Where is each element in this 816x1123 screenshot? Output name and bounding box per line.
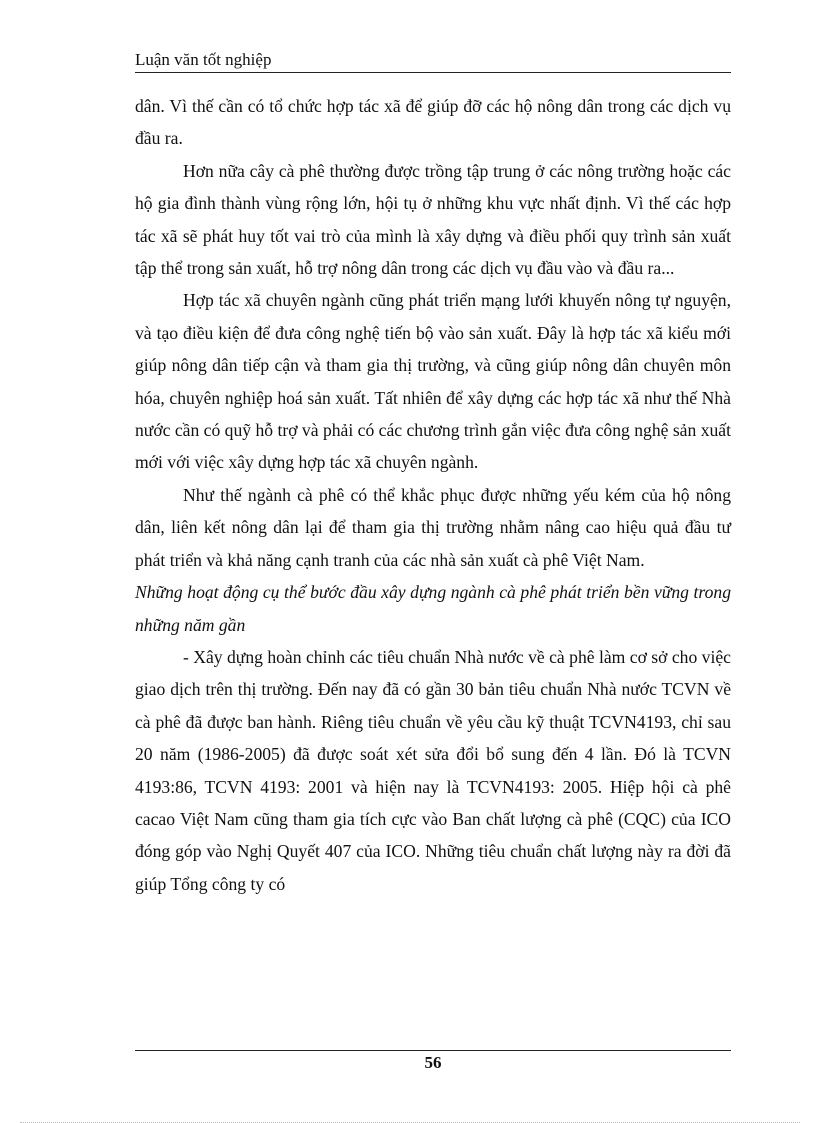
footer-divider <box>135 1050 731 1051</box>
page-number: 56 <box>424 1053 442 1072</box>
page-header: Luận văn tốt nghiệp <box>135 50 272 69</box>
paragraph-continuation: dân. Vì thế cần có tổ chức hợp tác xã để giúp đỡ các hộ nông dân trong các dịch vụ đầu ra. <box>135 96 731 149</box>
section-heading: Những hoạt động cụ thể bước đầu xây dựng ngành cà phê phát triển bền vững trong những năm gần <box>135 582 731 635</box>
document-body <box>135 90 731 900</box>
paragraph-specialized-cooperatives: Hợp tác xã chuyên ngành cũng phát triển mạng lưới khuyến nông tự nguyện, và tạo điều kiện để đưa công nghệ tiến bộ vào sản xuất. Đây là hợp tác xã kiểu mới giúp nông dân tiếp cận và tham gia thị trường, và cũng giúp nông dân chuyên môn hóa, chuyên nghiệp hoá sản xuất. Tất nhiên để xây dựng các hợp tác xã như thế Nhà nước cần có quỹ hỗ trợ và phải có các chương trình gắn việc đưa công nghệ sản xuất mới với việc xây dựng hợp tác xã chuyên ngành. <box>135 290 731 473</box>
paragraph-overcoming-weaknesses: Như thế ngành cà phê có thể khắc phục được những yếu kém của hộ nông dân, liên kết nông dân lại để tham gia thị trường nhằm nâng cao hiệu quả đầu tư phát triển và khả năng cạnh tranh của các nhà sản xuất cà phê Việt Nam. <box>135 484 731 570</box>
paragraph-coffee-plantations: Hơn nữa cây cà phê thường được trồng tập trung ở các nông trường hoặc các hộ gia đình thành vùng rộng lớn, hội tụ ở những khu vực nhất định. Vì thế các hợp tác xã sẽ phát huy tốt vai trò của mình là xây dựng và điều phối quy trình sản xuất tập thể trong sản xuất, hỗ trợ nông dân trong các dịch vụ đầu vào và đầu ra... <box>135 160 731 279</box>
header-divider <box>135 72 731 73</box>
paragraph-standards: - Xây dựng hoàn chỉnh các tiêu chuẩn Nhà nước về cà phê làm cơ sở cho việc giao dịch trên thị trường. Đến nay đã có gần 30 bản tiêu chuẩn Nhà nước TCVN về cà phê đã được ban hành. Riêng tiêu chuẩn về yêu cầu kỹ thuật TCVN4193, chỉ sau 20 năm (1986-2005) đã được soát xét sửa đổi bổ sung đến 4 lần. Đó là TCVN 4193:86, TCVN 4193: 2001 và hiện nay là TCVN4193: 2005. Hiệp hội cà phê cacao Việt Nam cũng tham gia tích cực vào Ban chất lượng cà phê (CQC) của ICO đóng góp vào Nghị Quyết 407 của ICO. Những tiêu chuẩn chất lượng này ra đời đã giúp Tổng công ty có <box>135 646 731 894</box>
